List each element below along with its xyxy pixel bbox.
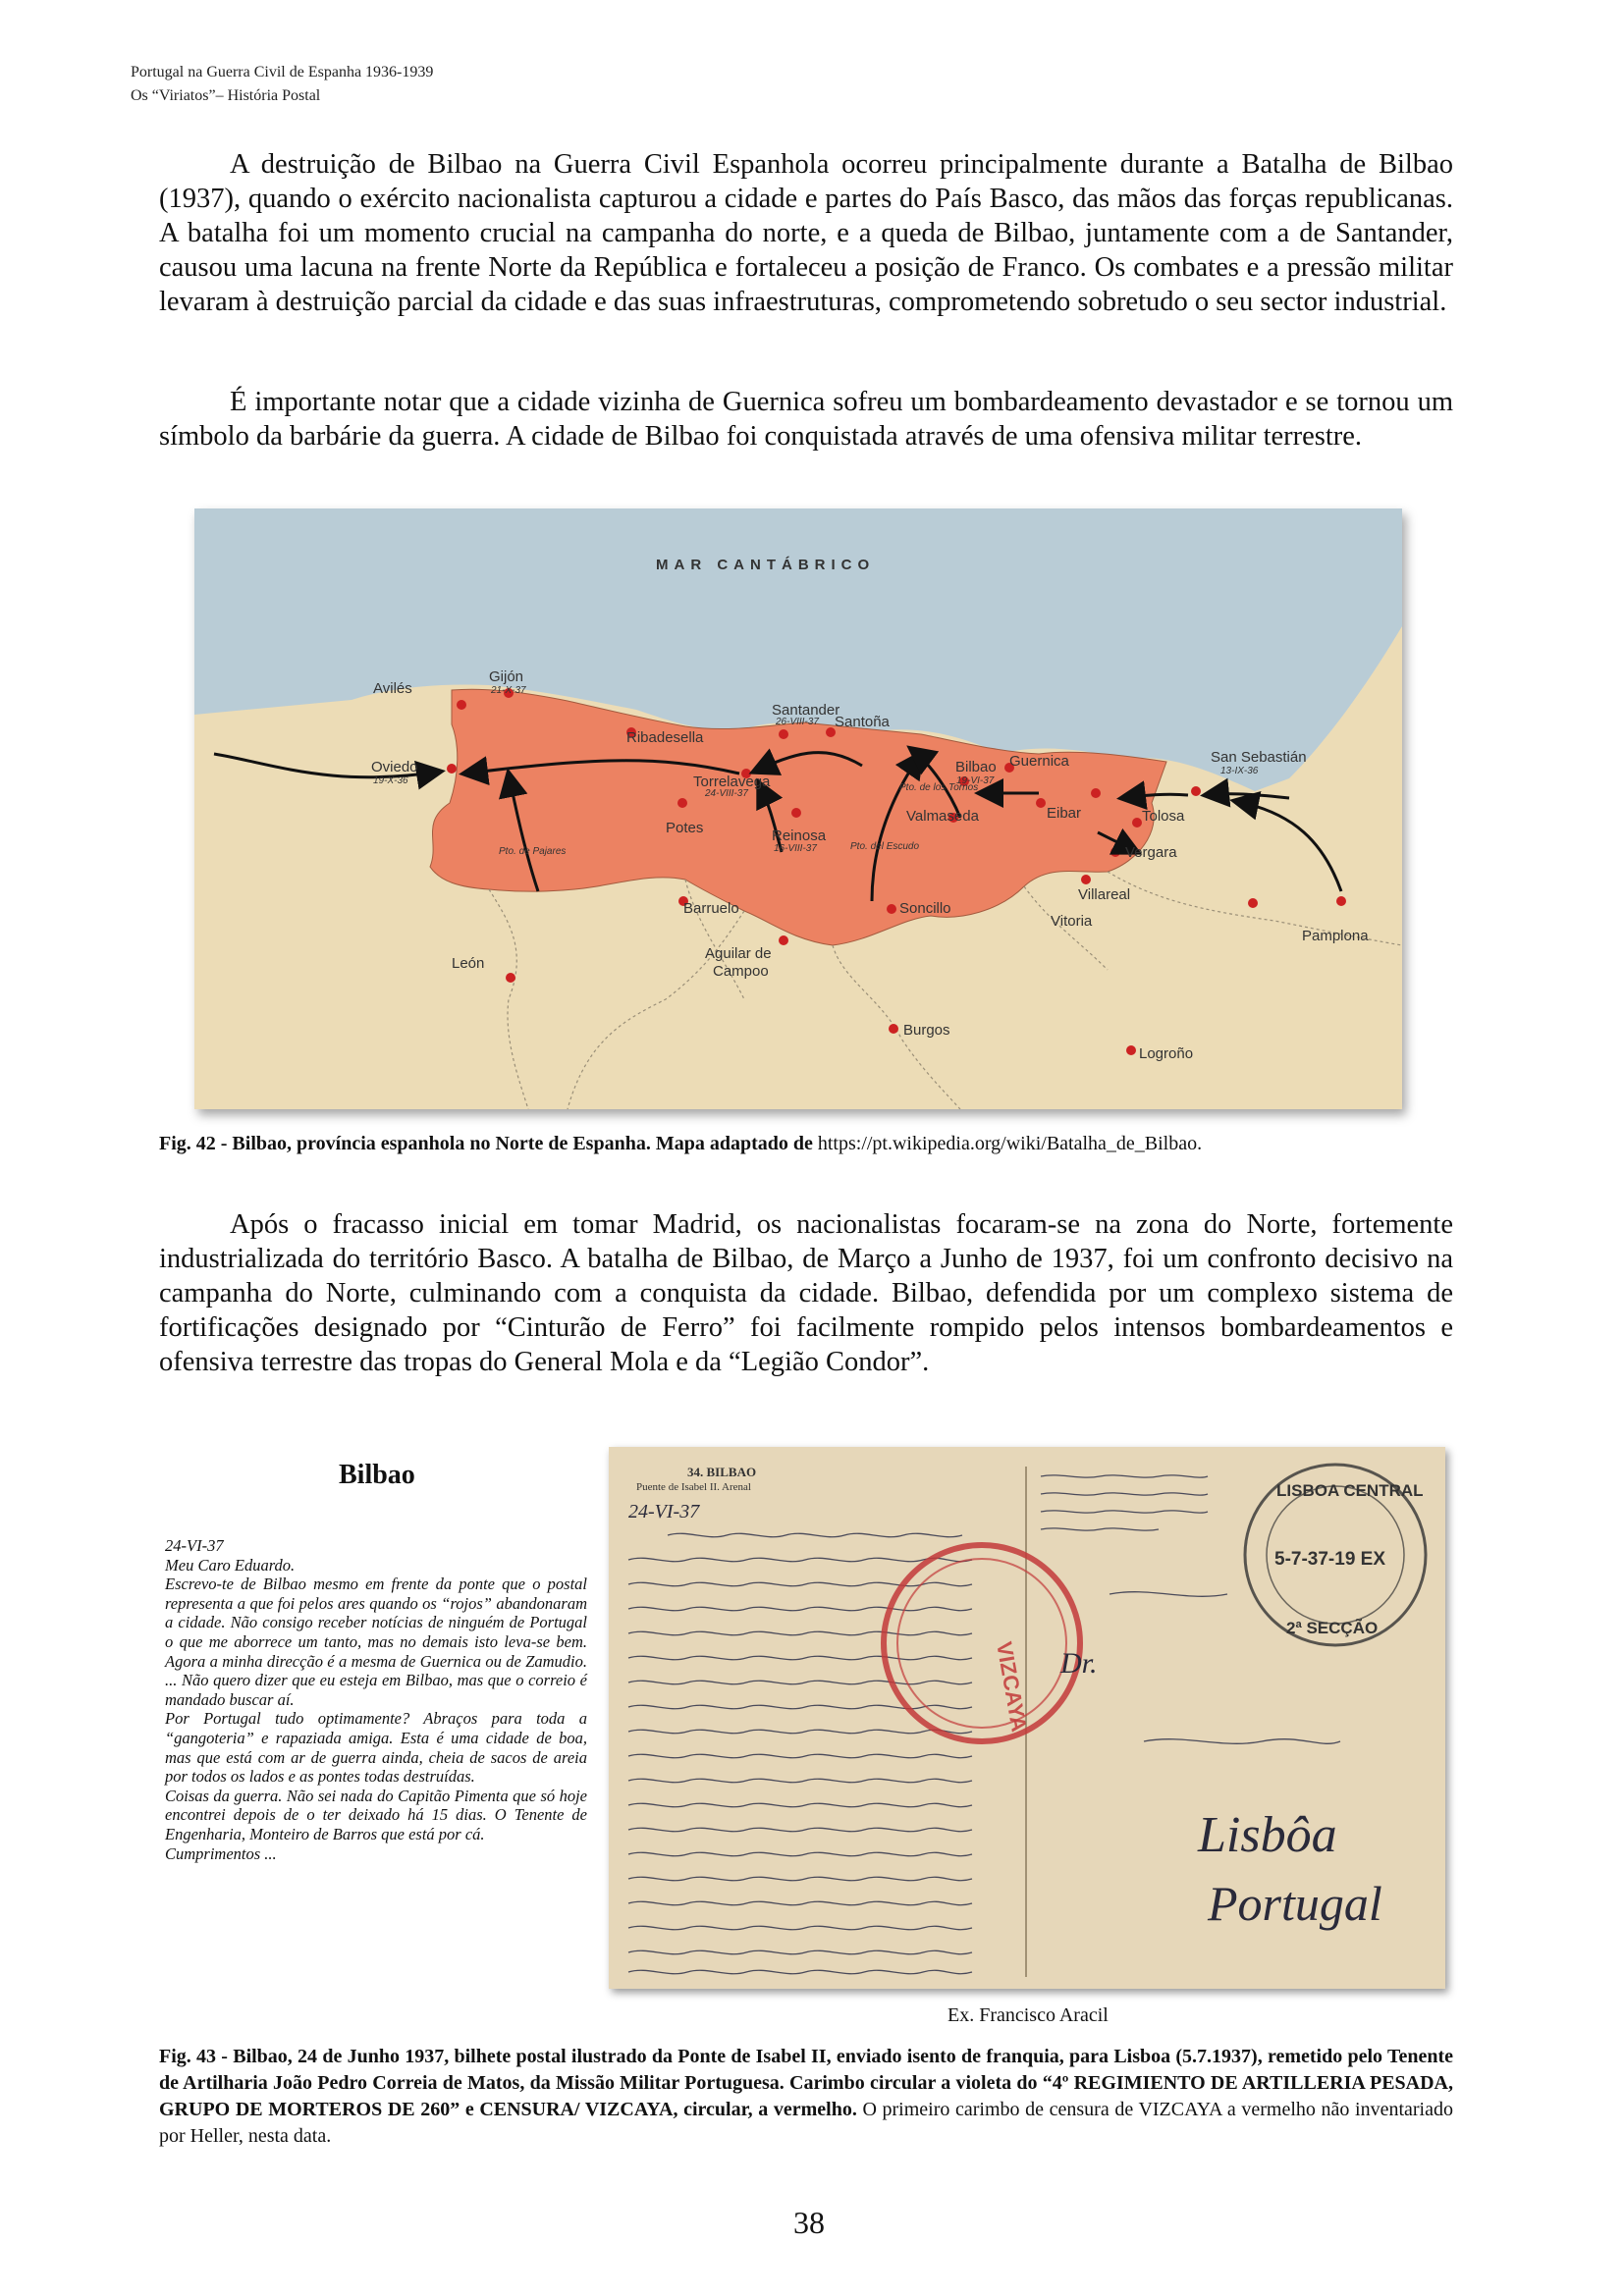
postcard-handwritten-date: 24-VI-37: [628, 1501, 700, 1522]
city-marker: [506, 973, 515, 983]
label-tolosa: Tolosa: [1142, 808, 1185, 825]
label-guernica: Guernica: [1009, 753, 1069, 770]
label-eibar: Eibar: [1047, 805, 1082, 822]
figure-43-caption-rest: O primeiro carimbo de censura de VIZCAYA a vermelho não inventariado por Heller, nesta data.: [159, 2099, 1453, 2147]
figure-42-caption-bold: Fig. 42 - Bilbao, província espanhola no Norte de Espanha. Mapa adaptado de: [159, 1133, 818, 1154]
image-source: Ex. Francisco Aracil: [947, 2004, 1109, 2026]
postcard-address-dr: Dr.: [1060, 1647, 1098, 1680]
label-logrono: Logroño: [1139, 1045, 1194, 1062]
label-bilbao: Bilbao: [955, 759, 997, 775]
figure-42-caption: [159, 1131, 1453, 1157]
city-marker: [1132, 818, 1142, 828]
date-santander: 26-VIII-37: [776, 717, 819, 727]
postcard-printed-subtitle: Puente de Isabel II. Arenal: [636, 1481, 751, 1493]
paragraph-1: A destruição de Bilbao na Guerra Civil Espanhola ocorreu principalmente durante a Batalha de Bilbao (1937), quando o exército nacionalista capturou a cidade e partes do País Basco, das mãos das forças republicanas. A batalha foi um momento crucial na campanha do norte, e a queda de Bilbao, juntamente com a de Santander, causou uma lacuna na frente Norte da República e fortaleceu a posição de Franco. Os combates e a pressão militar levaram à destruição parcial da cidade e das suas infraestruturas, comprometendo sobretudo o seu sector industrial.: [159, 149, 1453, 317]
label-ribadesella: Ribadesella: [626, 729, 704, 746]
figure-43-caption-bold: Fig. 43 - Bilbao, 24 de Junho 1937, bilhete postal ilustrado da Ponte de Isabel II, enviado isento de franquia, para Lisboa (5.7.1937), remetido pelo Tenente de Artilharia João Pedro Correia de Matos, da Missão Militar Portuguesa. Carimbo circular a violeta do “4º REGIMIENTO DE ARTILLERIA PESADA, GRUPO DE MORTEROS DE 260” e CENSURA/ VIZCAYA, circular, a vermelho.: [159, 2046, 1453, 2120]
date-gijon: 21-X-37: [491, 685, 526, 696]
label-soncillo: Soncillo: [899, 900, 951, 917]
section-title: Bilbao: [339, 1460, 415, 1490]
censor-stamp-text: VIZCAYA: [992, 1639, 1032, 1734]
label-pto-pajares: Pto. de Pajares: [499, 846, 567, 857]
label-leon: León: [452, 955, 485, 972]
letter-body-3: Coisas da guerra. Não sei nada do Capitão Pimenta que só hoje encontrei depois de o ter deixado há 15 dias. O Tenente de Engenharia, Monteiro de Barros que está por cá.: [165, 1786, 587, 1843]
label-reinosa: Reinosa: [772, 828, 827, 844]
city-marker: [447, 764, 457, 774]
paragraph-3: Após o fracasso inicial em tomar Madrid, os nacionalistas focaram-se na zona do Norte, fortemente industrializada do território Basco. A batalha de Bilbao, de Março a Junho de 1937, foi um confronto decisivo na campanha do Norte, culminando com a conquista da cidade. Bilbao, defendida por um complexo sistema de fortificações designado por “Cinturão de Ferro” foi facilmente rompido pelos intensos bombardeamentos e ofensiva terrestre das tropas do General Mola e da “Legião Condor”.: [159, 1209, 1453, 1377]
city-marker: [1336, 896, 1346, 906]
label-oviedo: Oviedo: [371, 759, 418, 775]
label-gijon: Gijón: [489, 668, 524, 685]
city-marker: [791, 808, 801, 818]
label-torrelavega: Torrelavega: [693, 774, 771, 790]
label-pto-tornos: Pto. de los Tornos: [899, 782, 979, 793]
label-aguilar-2: Campoo: [713, 963, 769, 980]
running-header: [131, 61, 433, 108]
postcard-address-city: Lisbôa: [1198, 1807, 1337, 1863]
city-marker: [457, 700, 466, 710]
label-pto-escudo: Pto. del Escudo: [850, 841, 920, 852]
letter-body-1: Escrevo-te de Bilbao mesmo em frente da ponte que o postal representa a que foi pelos ares quando os “rojos” abandonaram a cidade. Não consigo receber notícias de ninguém de Portugal o que me aborrece um tanto, mas no demais isto leva-se bem. Agora a minha direcção é a mesma de Guernica ou de Zamudio. ... Não quero dizer que eu esteja em Bilbao, mas que o correio é mandado buscar aí.: [165, 1575, 587, 1709]
city-marker: [1091, 788, 1101, 798]
date-oviedo: 19-X-36: [373, 775, 408, 786]
date-reinosa: 16-VIII-37: [774, 843, 817, 854]
header-line-2: Os “Viriatos”– História Postal: [131, 87, 321, 104]
letter-body-2: Por Portugal tudo optimamente? Abraços para toda a “gangoteria” e rapaziada amiga. Esta é uma cidade de boa, mas que está com ar de guerra ainda, cheia de sacos de areia por todos os lados e as pontes todas destruídas.: [165, 1709, 587, 1787]
label-valmaseda: Valmaseda: [906, 808, 979, 825]
date-torrelavega: 24-VIII-37: [705, 788, 748, 799]
label-vergara: Vergara: [1125, 844, 1177, 861]
label-potes: Potes: [666, 820, 704, 836]
postcard-address-country: Portugal: [1208, 1876, 1382, 1931]
city-marker: [889, 1024, 898, 1034]
city-marker: [887, 904, 896, 914]
letter-closing: Cumprimentos ...: [165, 1843, 277, 1863]
letter-date: 24-VI-37: [165, 1536, 224, 1555]
label-barruelo: Barruelo: [683, 900, 739, 917]
city-marker: [1081, 875, 1091, 884]
city-marker: [1126, 1045, 1136, 1055]
label-pamplona: Pamplona: [1302, 928, 1369, 944]
postcard-image: [609, 1447, 1445, 1989]
header-line-1: Portugal na Guerra Civil de Espanha 1936-1939: [131, 64, 434, 80]
paragraph-2: É importante notar que a cidade vizinha de Guernica sofreu um bombardeamento devastador e se tornou um símbolo da barbárie da guerra. A cidade de Bilbao foi conquistada através de uma ofensiva militar terrestre.: [159, 387, 1453, 452]
letter-greeting: Meu Caro Eduardo.: [165, 1555, 296, 1575]
label-santona: Santoña: [835, 714, 890, 730]
postmark-top: LISBOA CENTRAL: [1276, 1481, 1424, 1500]
city-marker: [1036, 798, 1046, 808]
city-marker: [1191, 786, 1201, 796]
label-villareal: Villareal: [1078, 886, 1131, 903]
figure-43-caption: [159, 2044, 1453, 2150]
label-santander: Santander: [772, 702, 840, 719]
label-san-sebastian: San Sebastián: [1211, 749, 1307, 766]
label-aviles: Avilés: [373, 680, 412, 697]
date-san-sebastian: 13-IX-36: [1220, 766, 1259, 776]
sea-label: MAR CANTÁBRICO: [656, 557, 876, 573]
label-vitoria: Vitoria: [1051, 913, 1093, 930]
city-marker: [779, 935, 788, 945]
label-aguilar: Aguilar de: [705, 945, 772, 962]
postmark-bottom: 2ª SECÇÃO: [1286, 1619, 1379, 1637]
date-bilbao: 19-VI-37: [956, 775, 995, 786]
page-number: 38: [793, 2205, 825, 2240]
city-marker: [1248, 898, 1258, 908]
campaign-map: [194, 508, 1402, 1109]
letter-transcription: [165, 1536, 587, 1863]
city-marker: [677, 798, 687, 808]
postcard-printed-title: 34. BILBAO: [687, 1465, 757, 1479]
figure-42-url: https://pt.wikipedia.org/wiki/Batalha_de_Bilbao.: [817, 1133, 1203, 1154]
label-burgos: Burgos: [903, 1022, 950, 1039]
city-marker: [779, 729, 788, 739]
postmark-date: 5-7-37-19 EX: [1274, 1549, 1386, 1570]
city-marker: [1110, 847, 1120, 857]
